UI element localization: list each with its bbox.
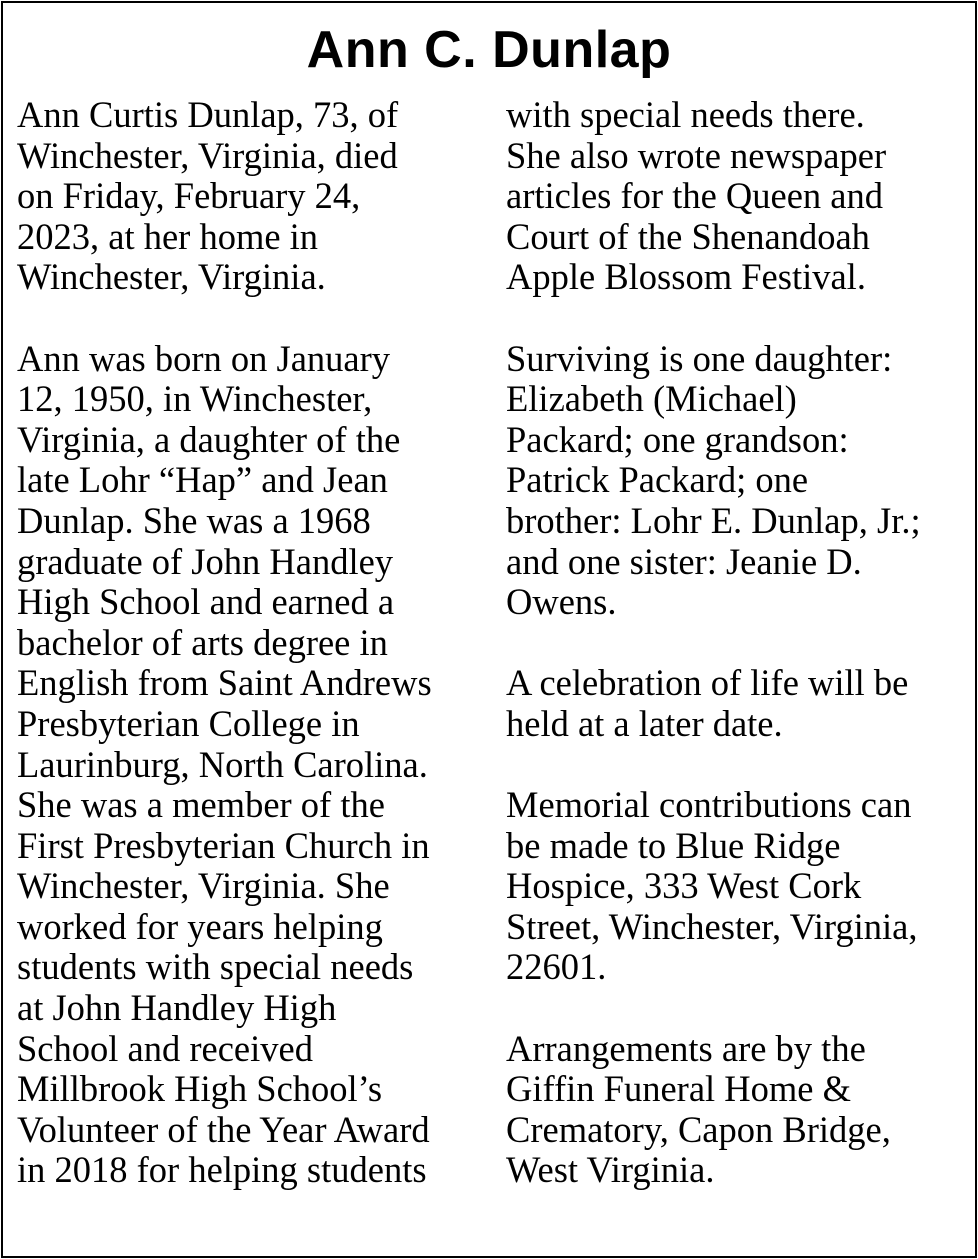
text-line: Ann was born on January [17, 337, 391, 379]
text-line: brother: Lohr E. Dunlap, Jr.; [506, 499, 921, 541]
text-line: late Lohr “Hap” and Jean [17, 459, 388, 501]
text-line: Packard; one grandson: [506, 418, 849, 460]
text-line: bachelor of arts degree in [17, 621, 388, 663]
left-column [17, 95, 487, 1191]
text-line: Apple Blossom Festival. [506, 256, 866, 298]
text-line: be made to Blue Ridge [506, 824, 841, 866]
text-line: articles for the Queen and [506, 175, 883, 217]
text-line: Elizabeth (Michael) [506, 378, 797, 420]
text-line: Arrangements are by the [506, 1027, 866, 1069]
text-line: Winchester, Virginia. She [17, 865, 390, 907]
paragraph-gap [506, 745, 968, 786]
paragraph-gap [506, 623, 968, 664]
text-line: First Presbyterian Church in [17, 824, 430, 866]
text-line: Crematory, Capon Bridge, [506, 1108, 891, 1150]
text-line: 2023, at her home in [17, 215, 319, 257]
text-line: Volunteer of the Year Award [17, 1108, 430, 1150]
text-line: Virginia, a daughter of the [17, 418, 401, 460]
obituary-frame [1, 1, 977, 1258]
text-line: A celebration of life will be [506, 662, 909, 704]
obituary-title: Ann C. Dunlap [306, 21, 672, 79]
text-line: Giffin Funeral Home & [506, 1068, 852, 1110]
text-line: Street, Winchester, Virginia, [506, 905, 918, 947]
text-line: School and received [17, 1027, 313, 1069]
paragraph-gap [506, 988, 968, 1029]
text-line: Surviving is one daughter: [506, 337, 893, 379]
text-line: 22601. [506, 946, 607, 988]
text-line: held at a later date. [506, 702, 783, 744]
text-line: Laurinburg, North Carolina. [17, 743, 428, 785]
text-line: English from Saint Andrews [17, 662, 432, 704]
text-line: West Virginia. [506, 1149, 715, 1191]
text-line: She also wrote newspaper [506, 134, 887, 176]
text-line: on Friday, February 24, [17, 175, 361, 217]
text-line: and one sister: Jeanie D. [506, 540, 862, 582]
text-line: at John Handley High [17, 987, 337, 1029]
text-line: Millbrook High School’s [17, 1068, 383, 1110]
text-line: Winchester, Virginia. [17, 256, 326, 298]
text-line: Dunlap. She was a 1968 [17, 499, 371, 541]
text-line: Memorial contributions can [506, 784, 912, 826]
text-line: Presbyterian College in [17, 702, 360, 744]
text-line: Owens. [506, 581, 617, 623]
text-line: with special needs there. [506, 94, 865, 135]
text-line: Ann Curtis Dunlap, 73, of [17, 94, 399, 135]
text-line: students with special needs [17, 946, 414, 988]
text-line: Hospice, 333 West Cork [506, 865, 862, 907]
right-column [506, 95, 968, 1191]
text-line: She was a member of the [17, 784, 385, 826]
text-line: Court of the Shenandoah [506, 215, 870, 257]
text-line: Winchester, Virginia, died [17, 134, 398, 176]
text-line: 12, 1950, in Winchester, [17, 378, 373, 420]
text-line: graduate of John Handley [17, 540, 394, 582]
paragraph-gap [17, 298, 487, 339]
paragraph-gap [506, 298, 968, 339]
text-line: Patrick Packard; one [506, 459, 809, 501]
text-line: worked for years helping [17, 905, 383, 947]
text-line: in 2018 for helping students [17, 1149, 427, 1191]
text-line: High School and earned a [17, 581, 395, 623]
